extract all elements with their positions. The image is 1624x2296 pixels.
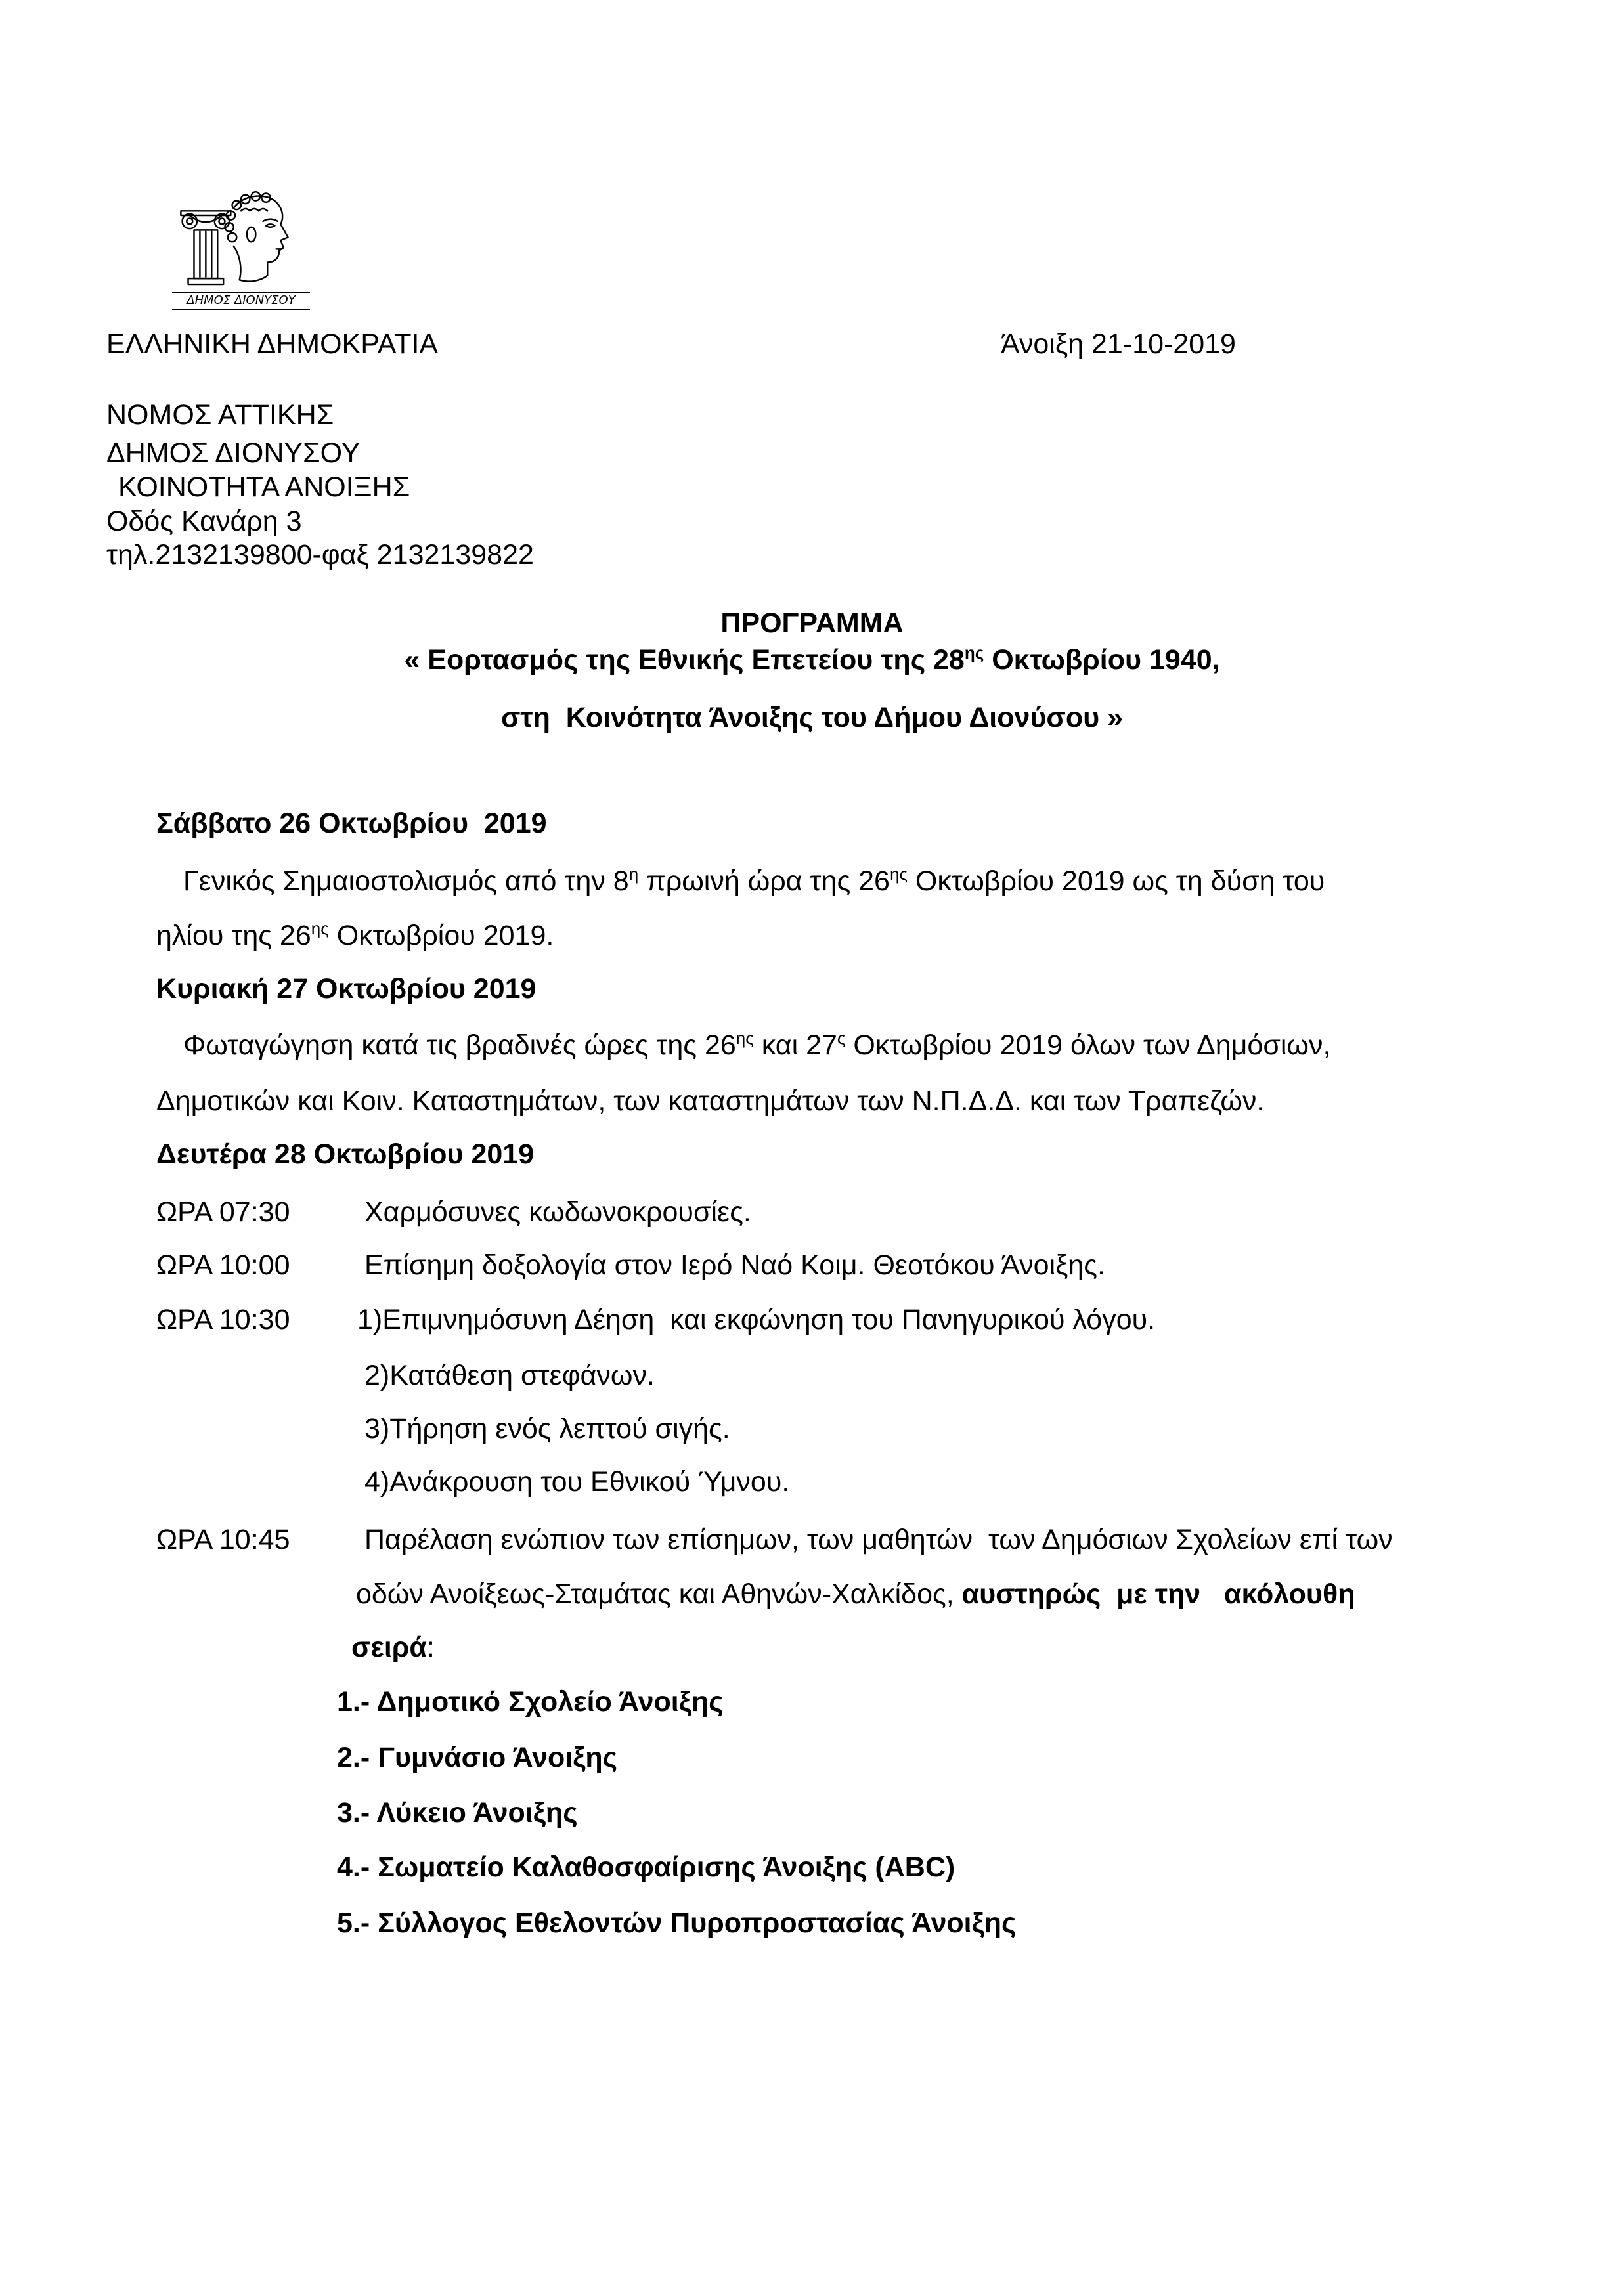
monday-heading: Δευτέρα 28 Οκτωβρίου 2019 — [156, 1138, 535, 1170]
community-name: ΚΟΙΝΟΤΗΤΑ ΑΝΟΙΞΗΣ — [118, 471, 410, 503]
sunday-line-1-part-3: Οκτωβρίου 2019 όλων των Δημόσιων, — [845, 1029, 1331, 1061]
country-name: ΕΛΛΗΝΙΚΗ ΔΗΜΟΚΡΑΤΙΑ — [106, 328, 439, 360]
saturday-line-1-part-3: Οκτωβρίου 2019 ως τη δύση του — [907, 865, 1325, 897]
prefecture-name: ΝΟΜΟΣ ΑΤΤΙΚΗΣ — [106, 399, 334, 431]
saturday-line-2-part-1: ηλίου της 26 — [156, 920, 311, 951]
dionysus-emblem-icon — [175, 190, 307, 290]
saturday-line-2 — [156, 917, 554, 954]
sunday-line-2: Δημοτικών και Κοιν. Καταστημάτων, των καταστημάτων των Ν.Π.Δ.Δ. και των Τραπεζών. — [156, 1085, 1265, 1117]
saturday-line-1-part-2: πρωινή ώρα της 26 — [638, 865, 890, 897]
title-line-1-text: « Εορτασμός της Εθνικής Επετείου της 28 — [404, 644, 965, 676]
saturday-line-2-part-2: Οκτωβρίου 2019. — [328, 920, 554, 951]
saturday-line-1 — [183, 863, 1325, 899]
municipality-name: ΔΗΜΟΣ ΔΙΟΝΥΣΟΥ — [106, 437, 361, 469]
parade-order-item: 1.- Δημοτικό Σχολείο Άνοιξης — [337, 1686, 724, 1718]
saturday-heading: Σάββατο 26 Οκτωβρίου 2019 — [156, 808, 547, 839]
parade-order-item: 5.- Σύλλογος Εθελοντών Πυροπροστασίας Άνοιξης — [337, 1907, 1017, 1939]
parade-order-item: 3.- Λύκειο Άνοιξης — [337, 1797, 578, 1829]
ceremony-item: 1)Επιμνημόσυνη Δέηση και εκφώνηση του Πανηγυρικού λόγου. — [357, 1304, 1156, 1335]
saturday-line-1-sup-2: ης — [889, 864, 908, 884]
municipality-logo — [172, 190, 310, 310]
saturday-line-1-part-1: Γενικός Σημαιοστολισμός από την 8 — [183, 865, 629, 897]
schedule-time: ΩΡΑ 10:30 — [156, 1304, 290, 1335]
sunday-line-1-sup-2: ς — [837, 1028, 846, 1048]
saturday-line-2-sup: ης — [311, 919, 329, 938]
parade-description-line-3 — [351, 1629, 435, 1666]
ceremony-item: 4)Ανάκρουση του Εθνικού Ύμνου. — [364, 1466, 790, 1498]
ceremony-item: 3)Τήρηση ενός λεπτού σιγής. — [364, 1413, 730, 1444]
parade-order-item: 2.- Γυμνάσιο Άνοιξης — [337, 1742, 617, 1773]
sunday-heading: Κυριακή 27 Οκτωβρίου 2019 — [156, 973, 537, 1005]
parade-route-text: οδών Ανοίξεως-Σταμάτας και Αθηνών-Χαλκίδος, — [356, 1578, 962, 1610]
ceremony-item: 2)Κατάθεση στεφάνων. — [364, 1360, 655, 1391]
sunday-line-1-part-1: Φωταγώγηση κατά τις βραδινές ώρες της 26 — [183, 1029, 736, 1061]
title-line-1-tail: Οκτωβρίου 1940, — [984, 644, 1220, 676]
ionic-column — [181, 211, 230, 284]
sunday-line-1 — [183, 1027, 1330, 1064]
schedule-time: ΩΡΑ 10:45 — [156, 1524, 290, 1555]
place-date: Άνοιξη 21-10-2019 — [1001, 328, 1236, 360]
head-profile — [225, 192, 288, 281]
parade-emphasis-text: αυστηρώς με την ακόλουθη — [961, 1578, 1355, 1610]
title-line-1-superscript: ης — [964, 643, 984, 662]
sunday-line-1-sup-1: ης — [735, 1028, 754, 1048]
title-heading: ΠΡΟΓΡΑΜΜΑ — [720, 607, 904, 639]
schedule-time: ΩΡΑ 10:00 — [156, 1249, 290, 1281]
parade-colon: : — [426, 1632, 435, 1663]
logo-caption: ΔΗΜΟΣ ΔΙΟΝΥΣΟΥ — [172, 292, 310, 310]
parade-description-line-1: Παρέλαση ενώπιον των επίσημων, των μαθητών των Δημόσιων Σχολείων επί των — [364, 1524, 1393, 1555]
schedule-time: ΩΡΑ 07:30 — [156, 1196, 290, 1228]
schedule-text: Χαρμόσυνες κωδωνοκρουσίες. — [364, 1196, 751, 1228]
sunday-line-1-part-2: και 27 — [753, 1029, 837, 1061]
parade-order-word: σειρά — [351, 1632, 427, 1663]
street-address: Οδός Κανάρη 3 — [106, 506, 302, 537]
saturday-line-1-sup-1: η — [628, 864, 639, 884]
schedule-text: Επίσημη δοξολογία στον Ιερό Ναό Κοιμ. Θεοτόκου Άνοιξης. — [364, 1249, 1105, 1281]
contact-numbers: τηλ.2132139800-φαξ 2132139822 — [106, 539, 534, 571]
parade-description-line-2 — [356, 1576, 1355, 1613]
title-line-1 — [0, 641, 1624, 678]
parade-order-item: 4.- Σωματείο Καλαθοσφαίρισης Άνοιξης (ABC) — [337, 1852, 955, 1883]
title-line-2: στη Κοινότητα Άνοιξης του Δήμου Διονύσου » — [501, 702, 1123, 733]
